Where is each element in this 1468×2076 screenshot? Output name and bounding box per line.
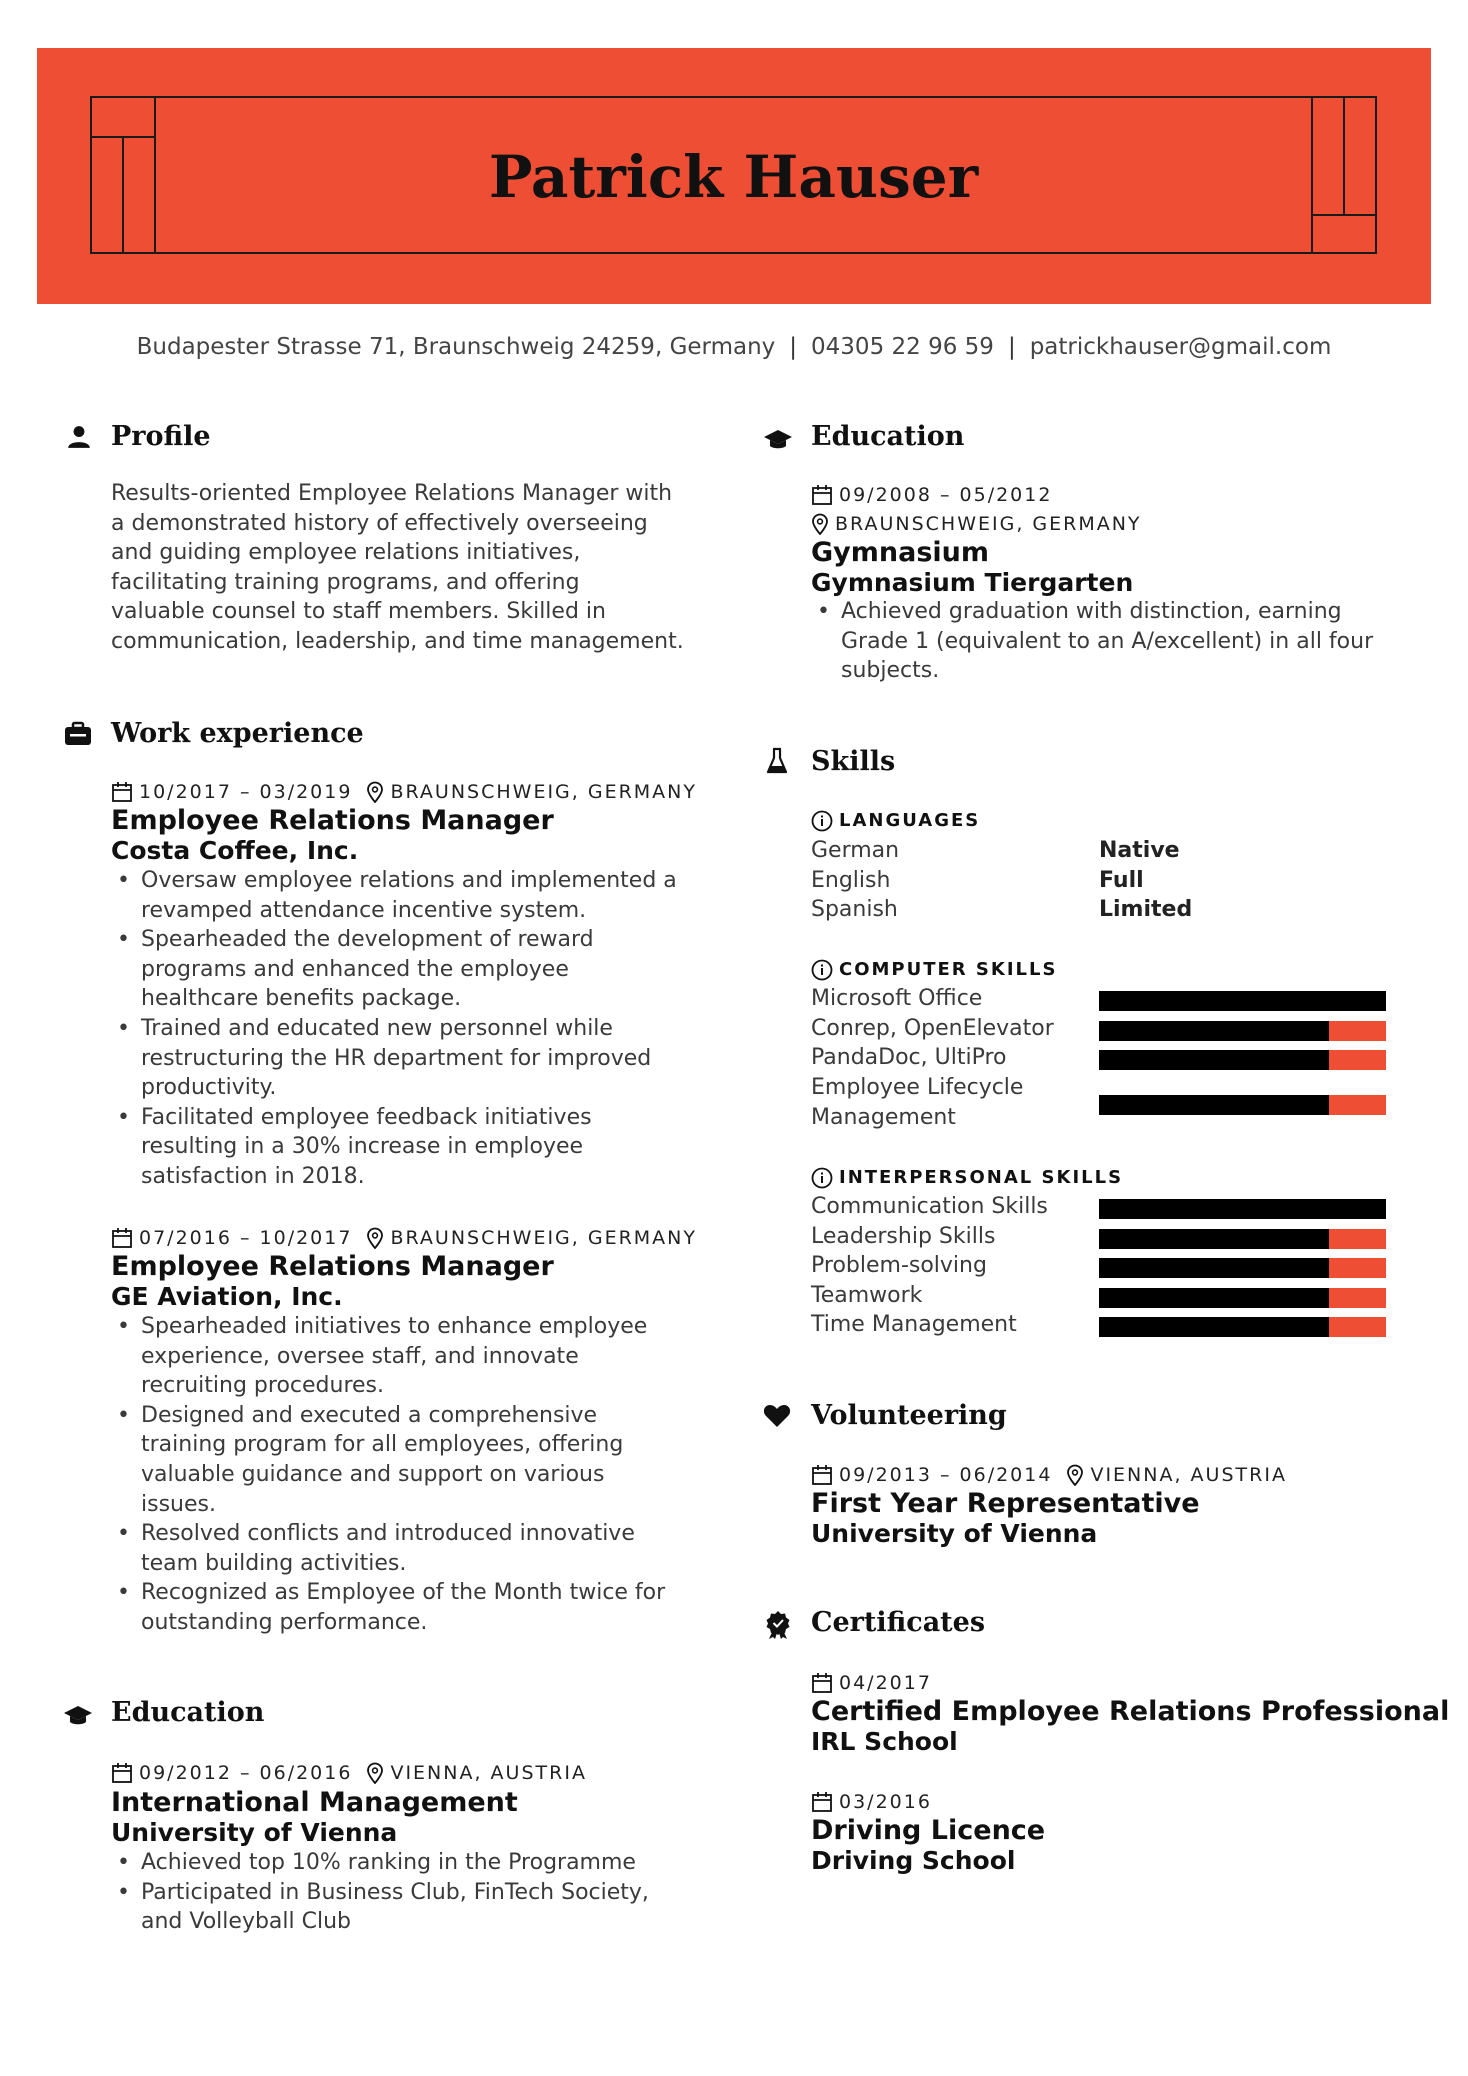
- education-meta: [111, 1760, 587, 1786]
- volunteering-title: Volunteering: [811, 1400, 1007, 1431]
- language-level: Limited: [1099, 897, 1193, 922]
- job-bullets: [111, 1312, 731, 1638]
- job-company: GE Aviation, Inc.: [111, 1282, 343, 1311]
- language-name: German: [811, 838, 900, 863]
- bullet-item: • Designed and executed a comprehensive training program for all employees, offering valuable guidance and support on various issues.: [111, 1401, 731, 1519]
- certificate-issuer: IRL School: [811, 1727, 958, 1756]
- profile-summary: [111, 479, 711, 657]
- education-bullets: [811, 597, 1411, 686]
- bullet-item: • Participated in Business Club, FinTech Society, and Volleyball Club: [111, 1878, 731, 1937]
- profile-title: Profile: [111, 421, 211, 452]
- education-title: Education: [811, 421, 965, 452]
- certificates-title: Certificates: [811, 1607, 986, 1638]
- certificate-date: 04/2017: [839, 1672, 932, 1694]
- language-level: Full: [1099, 868, 1144, 893]
- job-dates: 07/2016 – 10/2017: [139, 1227, 353, 1249]
- contact-line: [0, 332, 1468, 362]
- computer-skill-name: Microsoft Office: [811, 986, 983, 1011]
- education-dates: 09/2008 – 05/2012: [839, 484, 1053, 506]
- interpersonal-skill-name: Teamwork: [811, 1283, 923, 1308]
- contact-separator: |: [1007, 334, 1016, 360]
- bullet-item: • Oversaw employee relations and implemented a revamped attendance incentive system.: [111, 866, 731, 925]
- bullet-item: • Achieved top 10% ranking in the Programme: [111, 1848, 731, 1878]
- info-icon: [811, 959, 833, 981]
- interpersonal-skill-name: Time Management: [811, 1312, 1017, 1337]
- profile-line: communication, leadership, and time management.: [111, 628, 684, 654]
- briefcase-icon: [64, 721, 92, 747]
- certificate-date: 03/2016: [839, 1791, 932, 1813]
- language-level: Native: [1099, 838, 1180, 863]
- education-meta: [811, 482, 1052, 508]
- flask-icon: [766, 747, 788, 775]
- profile-line: valuable counsel to staff members. Skilled in: [111, 599, 606, 625]
- location-pin-icon: [811, 513, 829, 535]
- header-frame: [90, 96, 1377, 254]
- contact-email[interactable]: patrickhauser@gmail.com: [1029, 334, 1332, 360]
- location-pin-icon: [1066, 1464, 1084, 1486]
- skill-rating-bar: [1099, 1095, 1386, 1115]
- location-pin-icon: [366, 1227, 384, 1249]
- calendar-icon: [811, 484, 833, 506]
- profile-line: facilitating training programs, and offering: [111, 569, 580, 595]
- language-name: English: [811, 868, 891, 893]
- education-school: University of Vienna: [111, 1818, 398, 1847]
- volunteering-dates: 09/2013 – 06/2014: [839, 1464, 1053, 1486]
- skill-rating-bar: [1099, 1050, 1386, 1070]
- calendar-icon: [811, 1464, 833, 1486]
- education-bullets: [111, 1848, 731, 1937]
- volunteering-meta: [811, 1462, 1287, 1488]
- skill-rating-bar: [1099, 1258, 1386, 1278]
- computer-skill-name: Employee Lifecycle Management: [811, 1075, 1024, 1130]
- certificate-meta: [811, 1670, 932, 1696]
- skill-rating-bar: [1099, 1229, 1386, 1249]
- volunteering-org: University of Vienna: [811, 1519, 1098, 1548]
- calendar-icon: [111, 1762, 133, 1784]
- info-icon: [811, 1167, 833, 1189]
- job-title: Employee Relations Manager: [111, 805, 554, 836]
- bullet-item: • Spearheaded the development of reward programs and enhanced the employee healthcare benefits package.: [111, 925, 731, 1014]
- job-meta: [111, 779, 697, 805]
- job-company: Costa Coffee, Inc.: [111, 836, 359, 865]
- contact-separator: |: [789, 334, 798, 360]
- contact-address: Budapester Strasse 71, Braunschweig 24259, Germany: [136, 334, 776, 360]
- interpersonal-skill-name: Leadership Skills: [811, 1224, 996, 1249]
- calendar-icon: [811, 1791, 833, 1813]
- skill-rating-bar: [1099, 1288, 1386, 1308]
- contact-phone: 04305 22 96 59: [811, 334, 994, 360]
- award-icon: [765, 1610, 791, 1640]
- computer-skills-heading: COMPUTER SKILLS: [811, 957, 1057, 983]
- skill-rating-bar: [1099, 991, 1386, 1011]
- candidate-name: Patrick Hauser: [488, 143, 979, 211]
- graduation-cap-icon: [763, 426, 793, 452]
- heart-icon: [763, 1403, 791, 1429]
- work-experience-title: Work experience: [111, 718, 364, 749]
- job-dates: 10/2017 – 03/2019: [139, 781, 353, 803]
- bullet-item: • Spearheaded initiatives to enhance employee experience, oversee staff, and innovate recruiting procedures.: [111, 1312, 731, 1401]
- certificate-issuer: Driving School: [811, 1846, 1016, 1875]
- location-pin-icon: [366, 1762, 384, 1784]
- education-location-row: [811, 511, 1142, 537]
- education-title: Education: [111, 1697, 265, 1728]
- calendar-icon: [111, 1227, 133, 1249]
- language-name: Spanish: [811, 897, 898, 922]
- education-degree: International Management: [111, 1787, 518, 1818]
- certificate-name: Certified Employee Relations Professional: [811, 1696, 1450, 1727]
- profile-line: a demonstrated history of effectively overseeing: [111, 510, 648, 536]
- skill-rating-bar: [1099, 1317, 1386, 1337]
- calendar-icon: [811, 1672, 833, 1694]
- profile-line: Results-oriented Employee Relations Manager with: [111, 481, 673, 506]
- job-location: BRAUNSCHWEIG, GERMANY: [390, 1227, 697, 1249]
- profile-line: and guiding employee relations initiatives,: [111, 540, 581, 566]
- calendar-icon: [111, 781, 133, 803]
- skill-rating-bar: [1099, 1021, 1386, 1041]
- education-school: Gymnasium Tiergarten: [811, 568, 1134, 597]
- interpersonal-skill-name: Problem-solving: [811, 1253, 987, 1278]
- bullet-item: • Facilitated employee feedback initiatives resulting in a 30% increase in employee satisfaction in 2018.: [111, 1103, 731, 1192]
- bullet-item: • Resolved conflicts and introduced innovative team building activities.: [111, 1519, 731, 1578]
- header-banner: [37, 48, 1431, 304]
- info-icon: [811, 810, 833, 832]
- education-location: VIENNA, AUSTRIA: [390, 1762, 587, 1784]
- certificate-name: Driving Licence: [811, 1815, 1046, 1846]
- computer-skill-name: PandaDoc, UltiPro: [811, 1045, 1007, 1070]
- job-bullets: [111, 866, 731, 1192]
- volunteering-location: VIENNA, AUSTRIA: [1090, 1464, 1287, 1486]
- education-location: BRAUNSCHWEIG, GERMANY: [835, 513, 1142, 535]
- skill-rating-bar: [1099, 1199, 1386, 1219]
- person-icon: [66, 424, 92, 450]
- computer-skill-name: Conrep, OpenElevator: [811, 1016, 1054, 1041]
- certificate-meta: [811, 1789, 932, 1815]
- location-pin-icon: [366, 781, 384, 803]
- education-degree: Gymnasium: [811, 537, 990, 568]
- interpersonal-skills-heading: INTERPERSONAL SKILLS: [811, 1165, 1123, 1191]
- job-meta: [111, 1225, 697, 1251]
- volunteering-role: First Year Representative: [811, 1488, 1200, 1519]
- interpersonal-skill-name: Communication Skills: [811, 1194, 1048, 1219]
- job-title: Employee Relations Manager: [111, 1251, 554, 1282]
- bullet-item: • Trained and educated new personnel while restructuring the HR department for improved productivity.: [111, 1014, 731, 1103]
- languages-heading: LANGUAGES: [811, 808, 980, 834]
- graduation-cap-icon: [63, 1702, 93, 1728]
- job-location: BRAUNSCHWEIG, GERMANY: [390, 781, 697, 803]
- education-dates: 09/2012 – 06/2016: [139, 1762, 353, 1784]
- bullet-item: • Achieved graduation with distinction, earning Grade 1 (equivalent to an A/excellent) in all four subjects.: [811, 597, 1411, 686]
- bullet-item: • Recognized as Employee of the Month twice for outstanding performance.: [111, 1578, 731, 1637]
- skills-title: Skills: [811, 746, 896, 777]
